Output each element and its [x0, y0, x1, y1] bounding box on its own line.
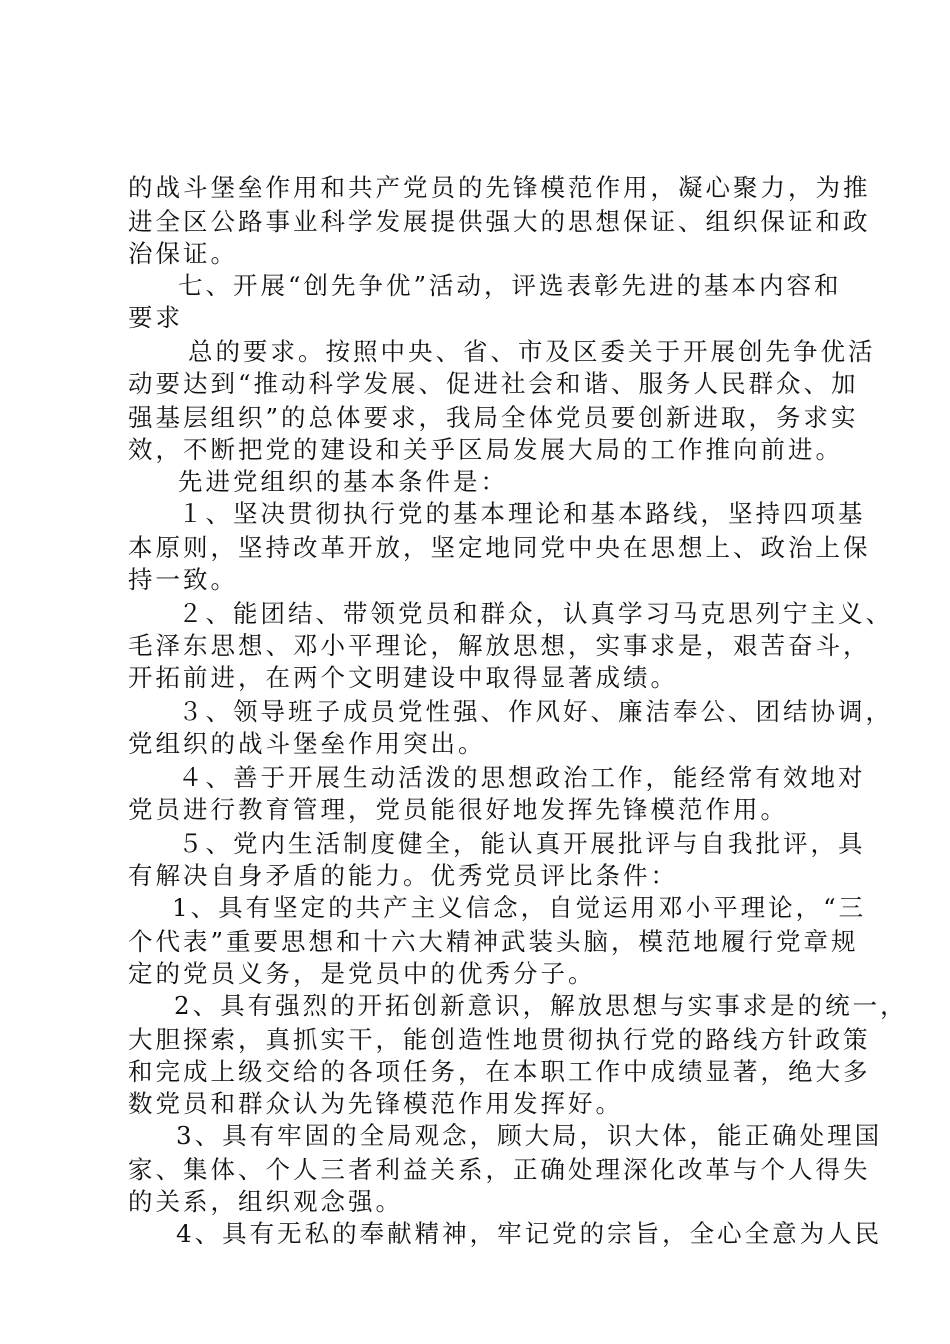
text-line: 定的党员义务，是党员中的优秀分子。 — [128, 959, 596, 988]
section-heading: 七、开展“创先争优”活动，评选表彰先进的基本内容和 — [178, 271, 842, 300]
text-line: 个代表”重要思想和十六大精神武装头脑，模范地履行党章规 — [128, 927, 859, 956]
list-item: ５、党内生活制度健全，能认真开展批评与自我批评，具 — [178, 829, 866, 858]
text-line: 大胆探索，真抓实干，能创造性地贯彻执行党的路线方针政策 — [128, 1025, 871, 1054]
text-line: 效，不断把党的建设和关乎区局发展大局的工作推向前进。 — [128, 435, 843, 464]
list-item: 4、具有无私的奉献精神，牢记党的宗旨，全心全意为人民 — [176, 1219, 883, 1248]
list-item: 1、具有坚定的共产主义信念，自觉运用邓小平理论，“三 — [172, 893, 867, 922]
list-item: ３、领导班子成员党性强、作风好、廉洁奉公、团结协调， — [178, 697, 893, 726]
text-line: 先进党组织的基本条件是： — [178, 467, 508, 496]
list-item: 3、具有牢固的全局观念，顾大局，识大体，能正确处理国 — [176, 1121, 883, 1150]
text-line: 有解决自身矛盾的能力。优秀党员评比条件： — [128, 861, 678, 890]
text-line: 治保证。 — [128, 239, 238, 268]
list-item: １、坚决贯彻执行党的基本理论和基本路线，坚持四项基 — [178, 499, 866, 528]
text-line: 毛泽东思想、邓小平理论，解放思想，实事求是，艰苦奋斗， — [128, 631, 871, 660]
text-line: 本原则，坚持改革开放，坚定地同党中央在思想上、政治上保 — [128, 533, 871, 562]
text-line: 家、集体、个人三者利益关系，正确处理深化改革与个人得失 — [128, 1155, 871, 1184]
list-item: 2、具有强烈的开拓创新意识，解放思想与实事求是的统一， — [174, 991, 908, 1020]
text-line: 党员进行教育管理，党员能很好地发挥先锋模范作用。 — [128, 795, 788, 824]
text-line: 开拓前进，在两个文明建设中取得显著成绩。 — [128, 663, 678, 692]
text-line: 和完成上级交给的各项任务，在本职工作中成绩显著，绝大多 — [128, 1057, 871, 1086]
text-line: 数党员和群众认为先锋模范作用发挥好。 — [128, 1089, 623, 1118]
text-line: 的战斗堡垒作用和共产党员的先锋模范作用，凝心聚力，为推 — [128, 173, 871, 202]
section-heading: 要求 — [128, 303, 183, 332]
text-line: 持一致。 — [128, 565, 238, 594]
list-item: ４、善于开展生动活泼的思想政治工作，能经常有效地对 — [178, 763, 866, 792]
text-line: 总的要求。按照中央、省、市及区委关于开展创先争优活 — [188, 337, 876, 366]
list-item: ２、能团结、带领党员和群众，认真学习马克思列宁主义、 — [178, 599, 893, 628]
text-line: 党组织的战斗堡垒作用突出。 — [128, 729, 486, 758]
text-line: 强基层组织”的总体要求，我局全体党员要创新进取，务求实 — [128, 403, 859, 432]
text-line: 进全区公路事业科学发展提供强大的思想保证、组织保证和政 — [128, 207, 871, 236]
text-line: 动要达到“推动科学发展、促进社会和谐、服务人民群众、加 — [128, 369, 859, 398]
text-line: 的关系，组织观念强。 — [128, 1187, 403, 1216]
